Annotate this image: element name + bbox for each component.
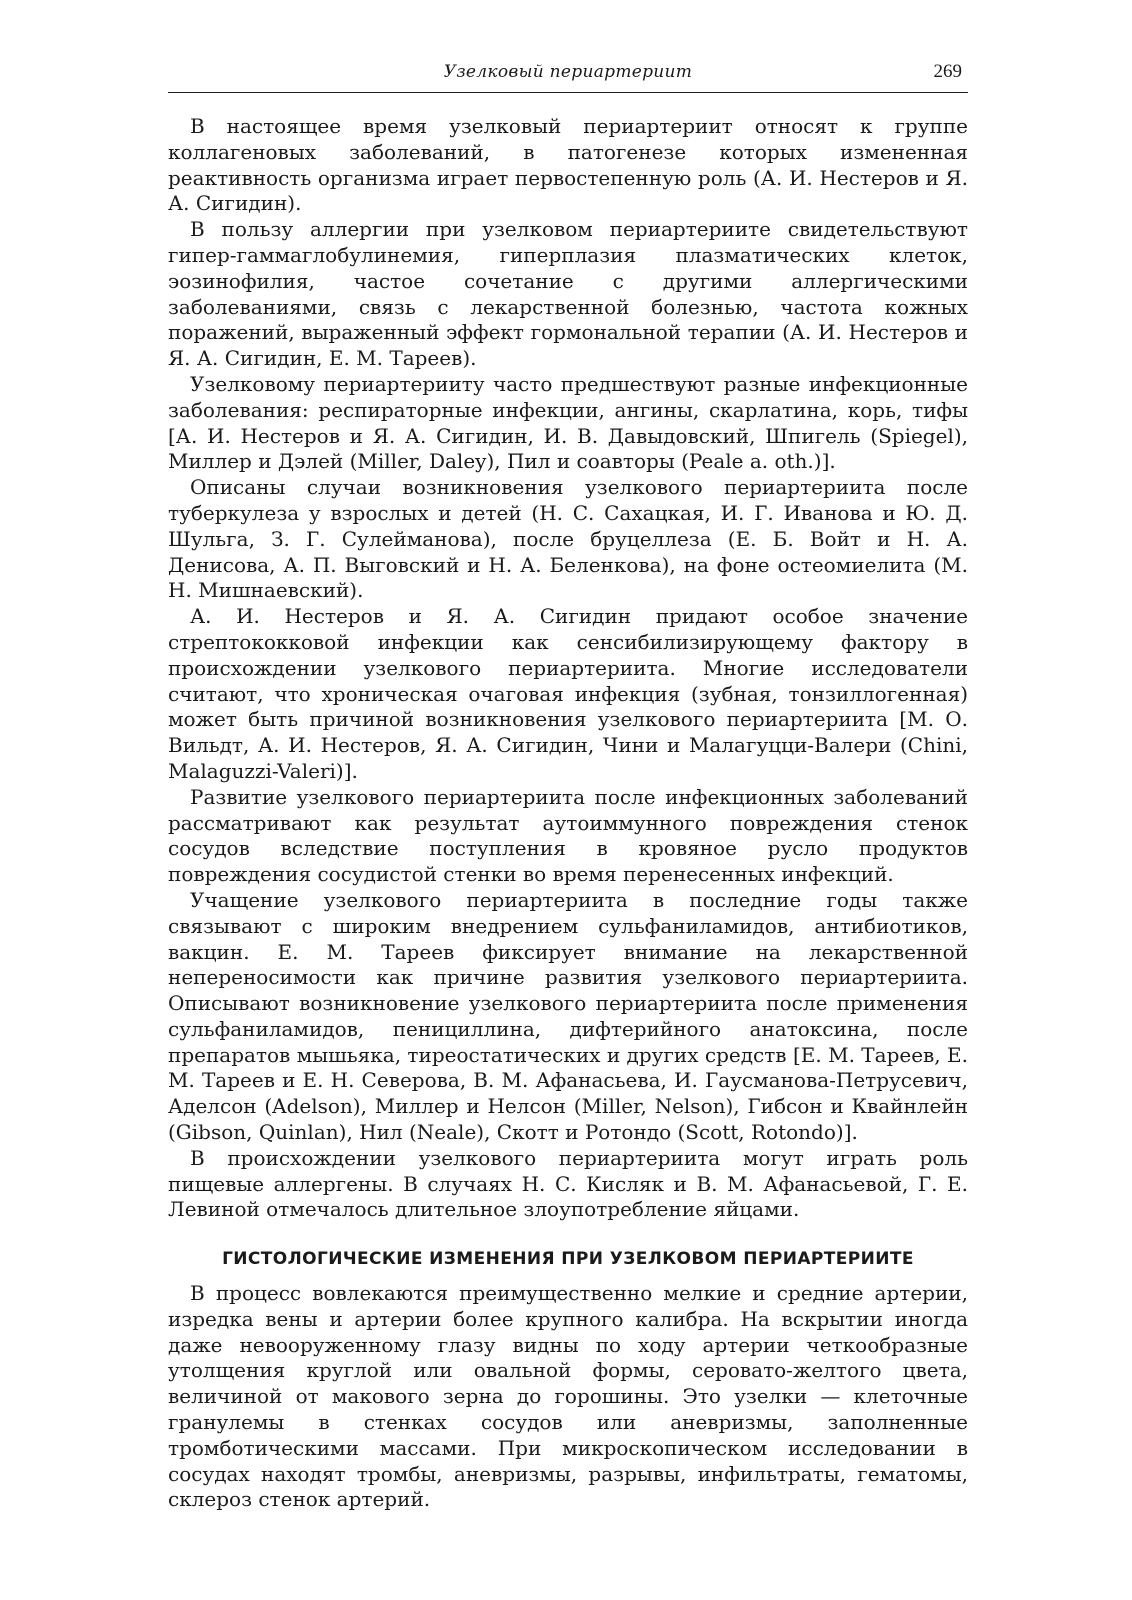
paragraph: В процесс вовлекаются преимущественно мелкие и средние артерии, изредка вены и артерии более крупного калибра. На вскрытии иногда даже невооруженному глазу видны по ходу артерии четкообразные утолщения круглой или овальной формы, серовато-желтого цвета, величиной от макового зерна до горошины. Это узелки — клеточные гранулемы в стенках сосудов или аневризмы, заполненные тромботическими массами. При микроскопическом исследовании в сосудах находят тромбы, аневризмы, разрывы, инфильтраты, гематомы, склероз стенок артерий.: [168, 1281, 968, 1512]
page-number: 269: [933, 61, 962, 82]
paragraph: В происхождении узелкового периартериита могут играть роль пищевые аллергены. В случаях Н. С. Кисляк и В. М. Афанасьевой, Г. Е. Левиной отмечалось длительное злоупотребление яйцами.: [168, 1145, 968, 1222]
paragraph: Развитие узелкового периартериита после инфекционных заболеваний рассматривают как результат аутоиммунного повреждения стенок сосудов вследствие поступления в кровяное русло продуктов повреждения сосудистой стенки во время перенесенных инфекций.: [168, 784, 968, 887]
main-text: [168, 114, 968, 1513]
section-heading: ГИСТОЛОГИЧЕСКИЕ ИЗМЕНЕНИЯ ПРИ УЗЕЛКОВОМ ПЕРИАРТЕРИИТЕ: [222, 1249, 914, 1270]
paragraph: Узелковому периартерииту часто предшествуют разные инфекционные заболевания: респираторные инфекции, ангины, скарлатина, корь, тифы [А. И. Нестеров и Я. А. Сигидин, И. В. Давыдовский, Шпигель (Spiegel), Миллер и Дэлей (Miller, Daley), Пил и соавторы (Peale a. oth.)].: [168, 371, 968, 474]
paragraph: А. И. Нестеров и Я. А. Сигидин придают особое значение стрептококковой инфекции как сенсибилизирующему фактору в происхождении узелкового периартериита. Многие исследователи считают, что хроническая очаговая инфекция (зубная, тонзиллогенная) может быть причиной возникновения узелкового периартериита [М. О. Вильдт, А. И. Нестеров, Я. А. Сигидин, Чини и Малагуцци-Валери (Chini, Malaguzzi-Valeri)].: [168, 604, 968, 783]
paragraph: Описаны случаи возникновения узелкового периартериита после туберкулеза у взрослых и детей (Н. С. Сахацкая, И. Г. Иванова и Ю. Д. Шульга, З. Г. Сулейманова), после бруцеллеза (Е. Б. Войт и Н. А. Денисова, А. П. Выговский и Н. А. Беленкова), на фоне остеомиелита (М. Н. Мишнаевский).: [168, 475, 968, 603]
paragraph: В пользу аллергии при узелковом периартериите свидетельствуют гипер-гаммаглобулинемия, гиперплазия плазматических клеток, эозинофилия, частое сочетание с другими аллергическими заболеваниями, связь с лекарственной болезнью, частота кожных поражений, выраженный эффект гормональной терапии (А. И. Нестеров и Я. А. Сигидин, Е. М. Тареев).: [168, 217, 968, 371]
paragraph: В настоящее время узелковый периартериит относят к группе коллагеновых заболеваний, в патогенезе которых измененная реактивность организма играет первостепенную роль (А. И. Нестеров и Я. А. Сигидин).: [168, 114, 968, 216]
paragraph: Учащение узелкового периартериита в последние годы также связывают с широким внедрением сульфаниламидов, антибиотиков, вакцин. Е. М. Тареев фиксирует внимание на лекарственной непереносимости как причине развития узелкового периартериита. Описывают возникновение узелкового периартериита после применения сульфаниламидов, пенициллина, дифтерийного анатоксина, после препаратов мышьяка, тиреостатических и других средств [Е. М. Тареев, Е. М. Тареев и Е. Н. Северова, В. М. Афанасьева, И. Гаусманова-Петрусевич, Аделсон (Adelson), Миллер и Нелсон (Miller, Nelson), Гибсон и Квайнлейн (Gibson, Quinlan), Нил (Neale), Скотт и Ротондо (Scott, Rotondo)].: [168, 887, 968, 1145]
running-title: Узелковый периартериит: [443, 62, 693, 82]
running-header: [168, 58, 968, 93]
